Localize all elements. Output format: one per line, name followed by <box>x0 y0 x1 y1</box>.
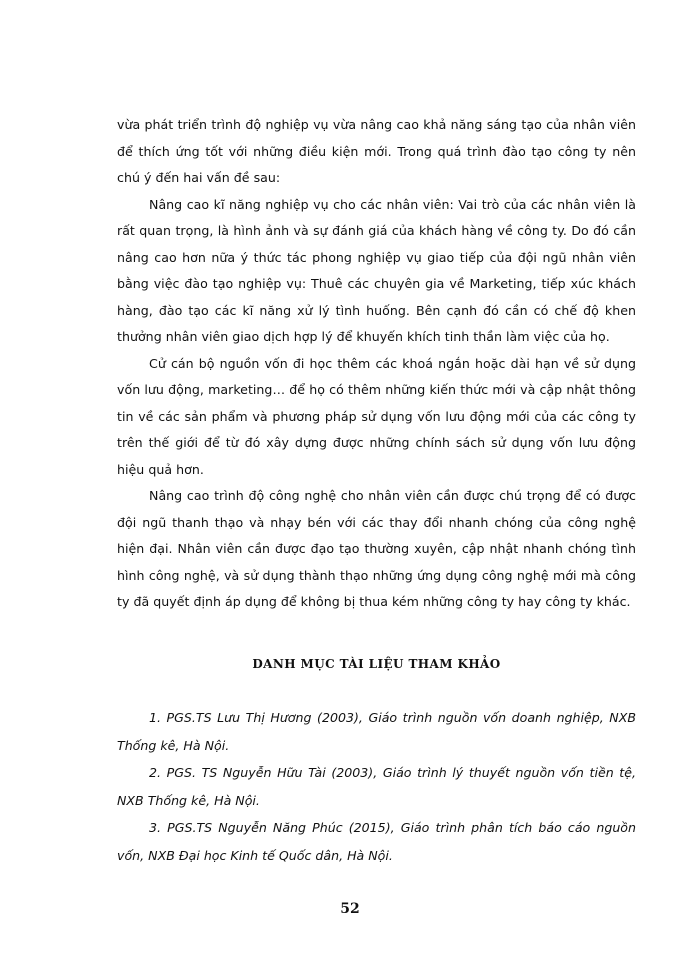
reference-item: 2. PGS. TS Nguyễn Hữu Tài (2003), Giáo trình lý thuyết nguồn vốn tiền tệ, NXB Thống kê, Hà Nội. <box>117 765 636 808</box>
paragraph-skills-training: Nâng cao kĩ năng nghiệp vụ cho các nhân viên: Vai trò của các nhân viên là rất quan trọng, là hình ảnh và sự đánh giá của khách hàng về công ty. Do đó cần nâng cao hơn nữa ý thức tác phong nghiệp vụ giao tiếp của đội ngũ nhân viên bằng việc đào tạo nghiệp vụ: Thuê các chuyên gia về Marketing, tiếp xúc khách hàng, đào tạo các kĩ năng xử lý tình huống. Bên cạnh đó cần có chế độ khen thưởng nhân viên giao dịch hợp lý để khuyến khích tinh thần làm việc của họ. <box>117 196 636 344</box>
reference-item: 1. PGS.TS Lưu Thị Hương (2003), Giáo trình nguồn vốn doanh nghiệp, NXB Thống kê, Hà Nội. <box>117 710 636 753</box>
paragraph-continuation: vừa phát triển trình độ nghiệp vụ vừa nâng cao khả năng sáng tạo của nhân viên để thích ứng tốt với những điều kiện mới. Trong quá trình đào tạo công ty nên chú ý đến hai vấn đề sau: <box>117 117 636 185</box>
references-list <box>117 704 636 869</box>
paragraph-technology: Nâng cao trình độ công nghệ cho nhân viên cần được chú trọng để có được đội ngũ thanh thạo và nhạy bén với các thay đổi nhanh chóng của công nghệ hiện đại. Nhân viên cần được đạo tạo thường xuyên, cập nhật nhanh chóng tình hình công nghệ, và sử dụng thành thạo những ứng dụng công nghệ mới mà công ty đã quyết định áp dụng để không bị thua kém những công ty hay công ty khác. <box>117 488 636 609</box>
reference-item: 3. PGS.TS Nguyễn Năng Phúc (2015), Giáo trình phân tích báo cáo nguồn vốn, NXB Đại học Kinh tế Quốc dân, Hà Nội. <box>117 820 636 863</box>
paragraph-staff-education: Cử cán bộ nguồn vốn đi học thêm các khoá ngắn hoặc dài hạn về sử dụng vốn lưu động, marketing… để họ có thêm những kiến thức mới và cập nhật thông tin về các sản phẩm và phương pháp sử dụng vốn lưu động mới của các công ty trên thế giới để từ đó xây dựng được những chính sách sử dụng vốn lưu động hiệu quả hơn. <box>117 355 636 477</box>
references-heading: DANH MỤC TÀI LIỆU THAM KHẢO <box>252 657 501 671</box>
body-text <box>117 112 636 616</box>
page-number: 52 <box>340 901 360 917</box>
